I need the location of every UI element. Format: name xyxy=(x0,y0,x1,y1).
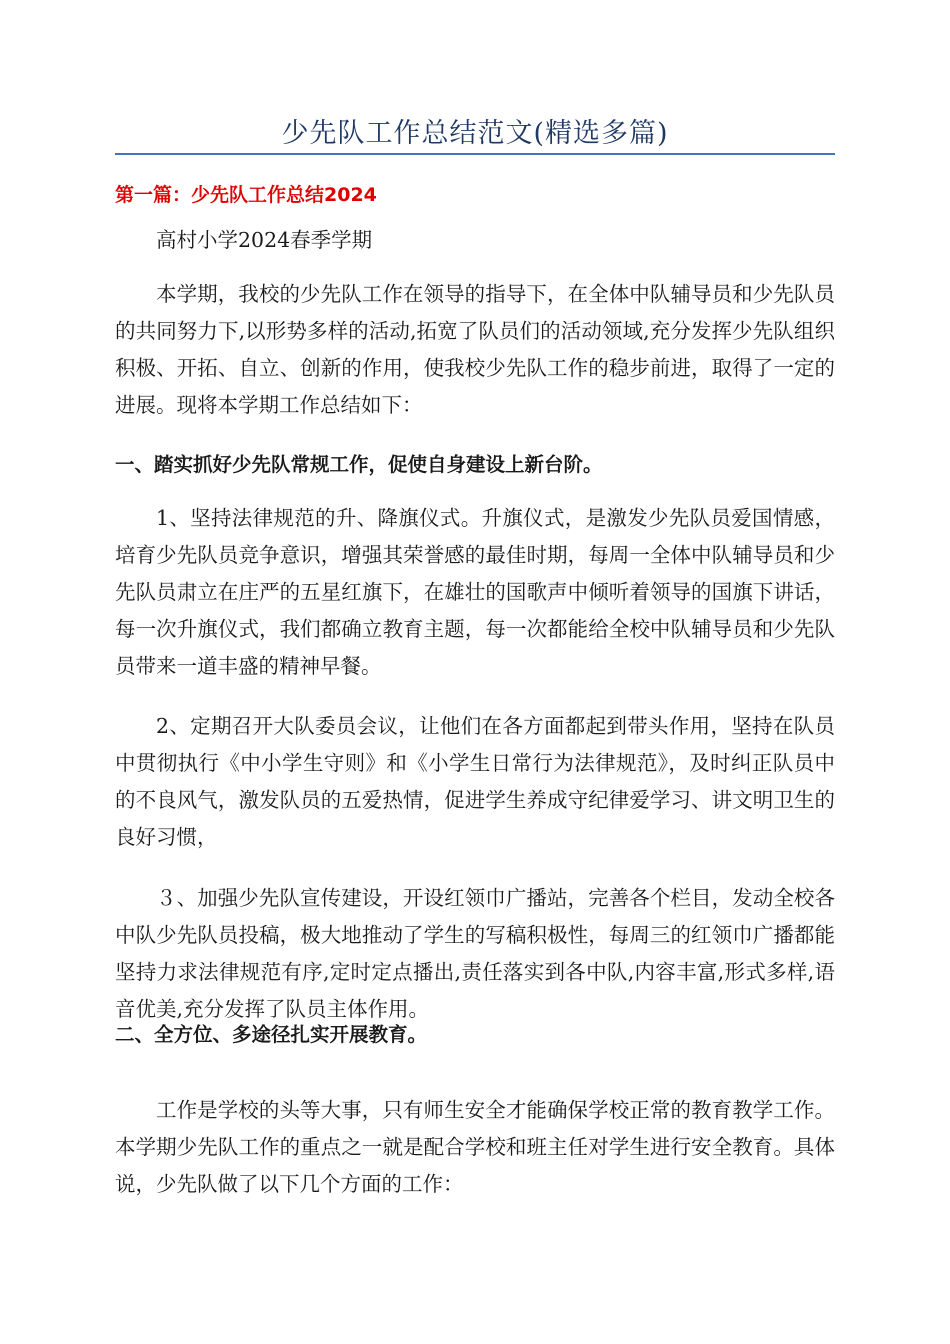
item-one-paragraph: 1、坚持法律规范的升、降旗仪式。升旗仪式，是激发少先队员爱国情感，培育少先队员竞争意识，增强其荣誉感的最佳时期，每周一全体中队辅导员和少先队员肃立在庄严的五星红旗下，在雄壮的国歌声中倾听着领导的国旗下讲话，每一次升旗仪式，我们都确立教育主题，每一次都能给全校中队辅导员和少先队员带来一道丰盛的精神早餐。 xyxy=(115,506,835,678)
item-two-paragraph: 2、定期召开大队委员会议，让他们在各方面都起到带头作用，坚持在队员中贯彻执行《中小学生守则》和《小学生日常行为法律规范》，及时纠正队员中的不良风气，激发队员的五爱热情，促进学生养成守纪律爱学习、讲文明卫生的良好习惯， xyxy=(115,714,835,849)
section-title: 第一篇：少先队工作总结2024 xyxy=(115,184,377,206)
document-title: 少先队工作总结范文(精选多篇) xyxy=(281,118,669,149)
title-underline xyxy=(115,153,835,155)
closing-paragraph: 工作是学校的头等大事，只有师生安全才能确保学校正常的教育教学工作。本学期少先队工作的重点之一就是配合学校和班主任对学生进行安全教育。具体说，少先队做了以下几个方面的工作： xyxy=(115,1098,835,1196)
heading-two: 二、全方位、多途径扎实开展教育。 xyxy=(115,1023,428,1046)
item-three-paragraph: ３、加强少先队宣传建设，开设红领巾广播站，完善各个栏目，发动全校各中队少先队员投稿，极大地推动了学生的写稿积极性，每周三的红领巾广播都能坚持力求法律规范有序,定时定点播出,责任落实到各中队,内容丰富,形式多样,语音优美,充分发挥了队员主体作用。 xyxy=(115,886,835,1021)
subtitle: 高村小学2024春季学期 xyxy=(156,228,373,252)
heading-one: 一、踏实抓好少先队常规工作，促使自身建设上新台阶。 xyxy=(115,453,603,476)
intro-paragraph: 本学期，我校的少先队工作在领导的指导下，在全体中队辅导员和少先队员的共同努力下,以形势多样的活动,拓宽了队员们的活动领域,充分发挥少先队组织积极、开拓、自立、创新的作用，使我校少先队工作的稳步前进，取得了一定的进展。现将本学期工作总结如下： xyxy=(115,282,835,417)
